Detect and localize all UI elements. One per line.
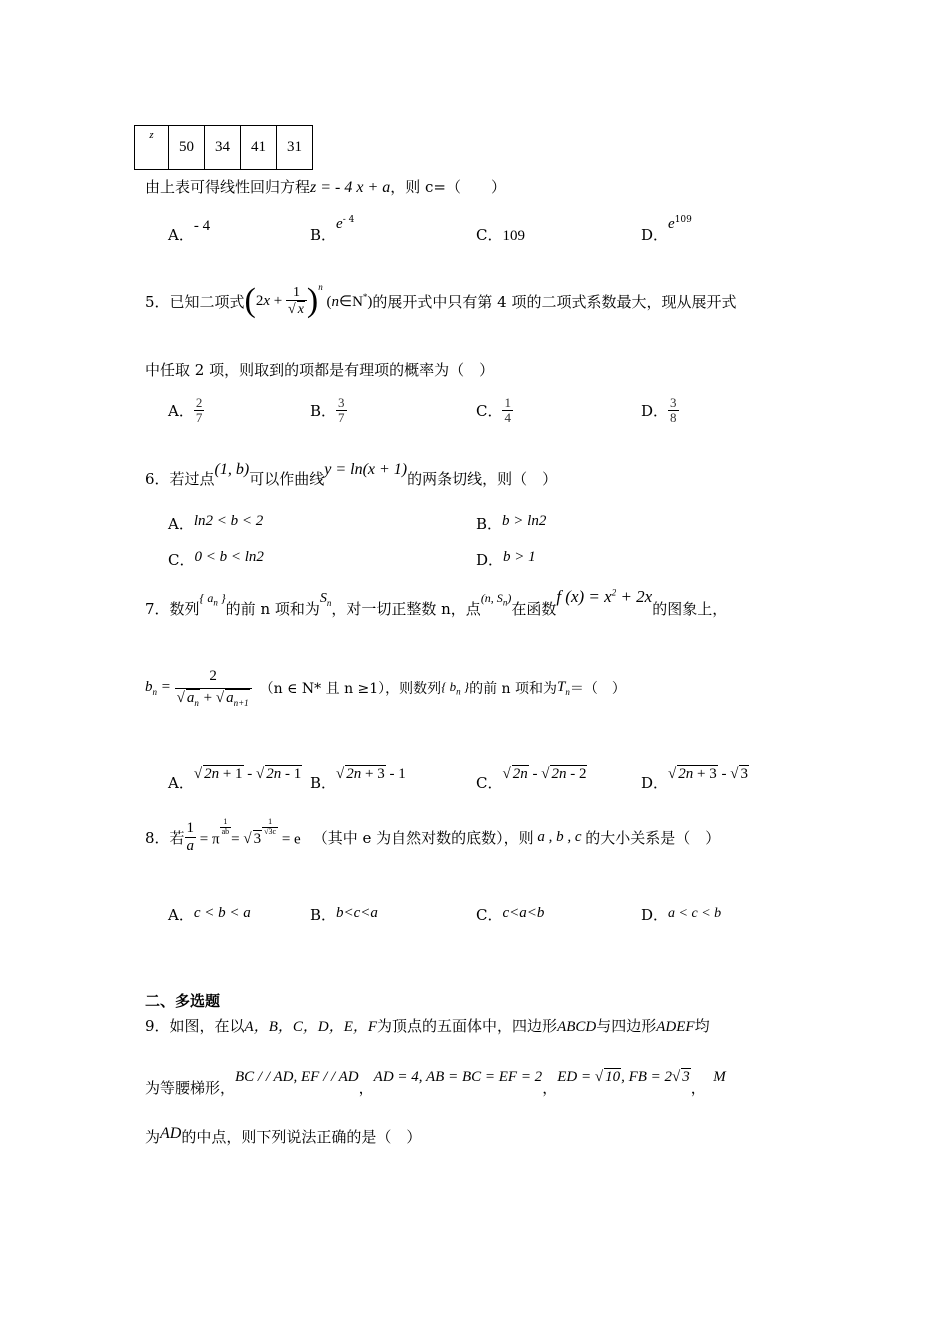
q7-b-formula: $b_n$ = 2 √ $a_n$ + √ $a_{n+1}$ （n ∈ N* 且 n ≥1），则数列 { $b_n$ } 的前 n 项和为 $T_n$ ＝（ ） <box>145 668 626 708</box>
section-heading: 二、多选题 <box>145 992 221 1010</box>
q7-stem: 7．数列{ $a_n$ }的前 n 项和为$S_n$，对一切正整数 n，点(n, $S_n$)在函数f $(x) = x^2 + 2x$的图象上， <box>145 587 728 618</box>
q5-option-d[interactable]: D． $\frac{3}{8}$ <box>641 395 677 426</box>
q4-option-b[interactable]: B．$e^{- 4}$ <box>310 215 355 244</box>
q4-option-c[interactable]: C．109 <box>476 226 525 244</box>
q7-option-c[interactable]: C．√ 2n - √ 2n - 2 <box>476 762 587 783</box>
q7-option-b[interactable]: B．√ 2n + 3 - 1 <box>310 762 406 783</box>
q6-option-d[interactable]: D．b > 1 <box>476 549 536 569</box>
q8-option-b[interactable]: B．b<c<a <box>310 905 378 924</box>
table-cell: 31 <box>277 126 313 170</box>
q5-stem-line2: 中任取 2 项，则取到的项都是有理项的概率为（ ） <box>145 361 495 379</box>
table-row-label: z <box>135 126 169 170</box>
q6-option-a[interactable]: A．ln2 < b < 2 <box>168 513 264 533</box>
q7-option-d[interactable]: D．√ 2n + 3 - √ 3 <box>641 762 749 783</box>
q6-option-b[interactable]: B．b > ln2 <box>476 513 547 533</box>
q9-stem-line1: 9．如图，在以A，B，C，D，E，F为顶点的五面体中，四边形ABCD与四边形ADEF均 <box>145 1017 710 1035</box>
q6-option-c[interactable]: C．0 < b < ln2 <box>168 549 264 569</box>
q5-option-c[interactable]: C． $\frac{1}{4}$ <box>476 395 511 426</box>
q5-option-a[interactable]: A． $\frac{2}{7}$ <box>168 395 203 426</box>
q5-stem: 5．已知二项式 ( 2x + 1 √ x ) $^n$ (n∈N*) 的展开式中只有第 4 项的二项式系数最大，现从展开式 <box>145 276 737 326</box>
q5-binomial: ( 2x + 1 √ x ) $^n$ (n∈N*) <box>245 282 373 320</box>
q9-stem-line2: 为等腰梯形，BC / / AD, EF / / AD，AD = 4, AB = BC = EF = 2，ED = √ 10, FB = 2√ 3， M <box>145 1065 726 1086</box>
q8-option-c[interactable]: C．c<a<b <box>476 905 545 924</box>
q8-option-d[interactable]: D．a < c < b <box>641 906 722 924</box>
q8-stem: 8．若 $\frac{1}{a}$ = π $^{\frac{1}{ab}}$ = √ 3 $^{\frac{1}{√3c}}$ = e （其中 e 为自然对数的底数），则 a , b , c 的大小关系是（ ） <box>145 820 720 854</box>
q5-option-b[interactable]: B． $\frac{3}{7}$ <box>310 395 345 426</box>
q4-stem: 由上表可得线性回归方程z = - 4 x + a，则 c=（ ） <box>145 178 507 196</box>
data-table <box>134 125 313 170</box>
q4-option-a[interactable]: A．- 4 <box>168 218 211 244</box>
table-cell: 34 <box>205 126 241 170</box>
q8-option-a[interactable]: A．c < b < a <box>168 905 251 924</box>
q6-stem: 6．若过点(1, b)可以作曲线y = ln(x + 1)的两条切线，则（ ） <box>145 461 558 488</box>
table-cell: 41 <box>241 126 277 170</box>
table-cell: 50 <box>169 126 205 170</box>
q4-option-d[interactable]: D．$e^{109}$ <box>641 215 692 244</box>
q7-option-a[interactable]: A．√ 2n + 1 - √ 2n - 1 <box>168 762 302 783</box>
q9-stem-line3: 为AD的中点，则下列说法正确的是（ ） <box>145 1125 422 1146</box>
